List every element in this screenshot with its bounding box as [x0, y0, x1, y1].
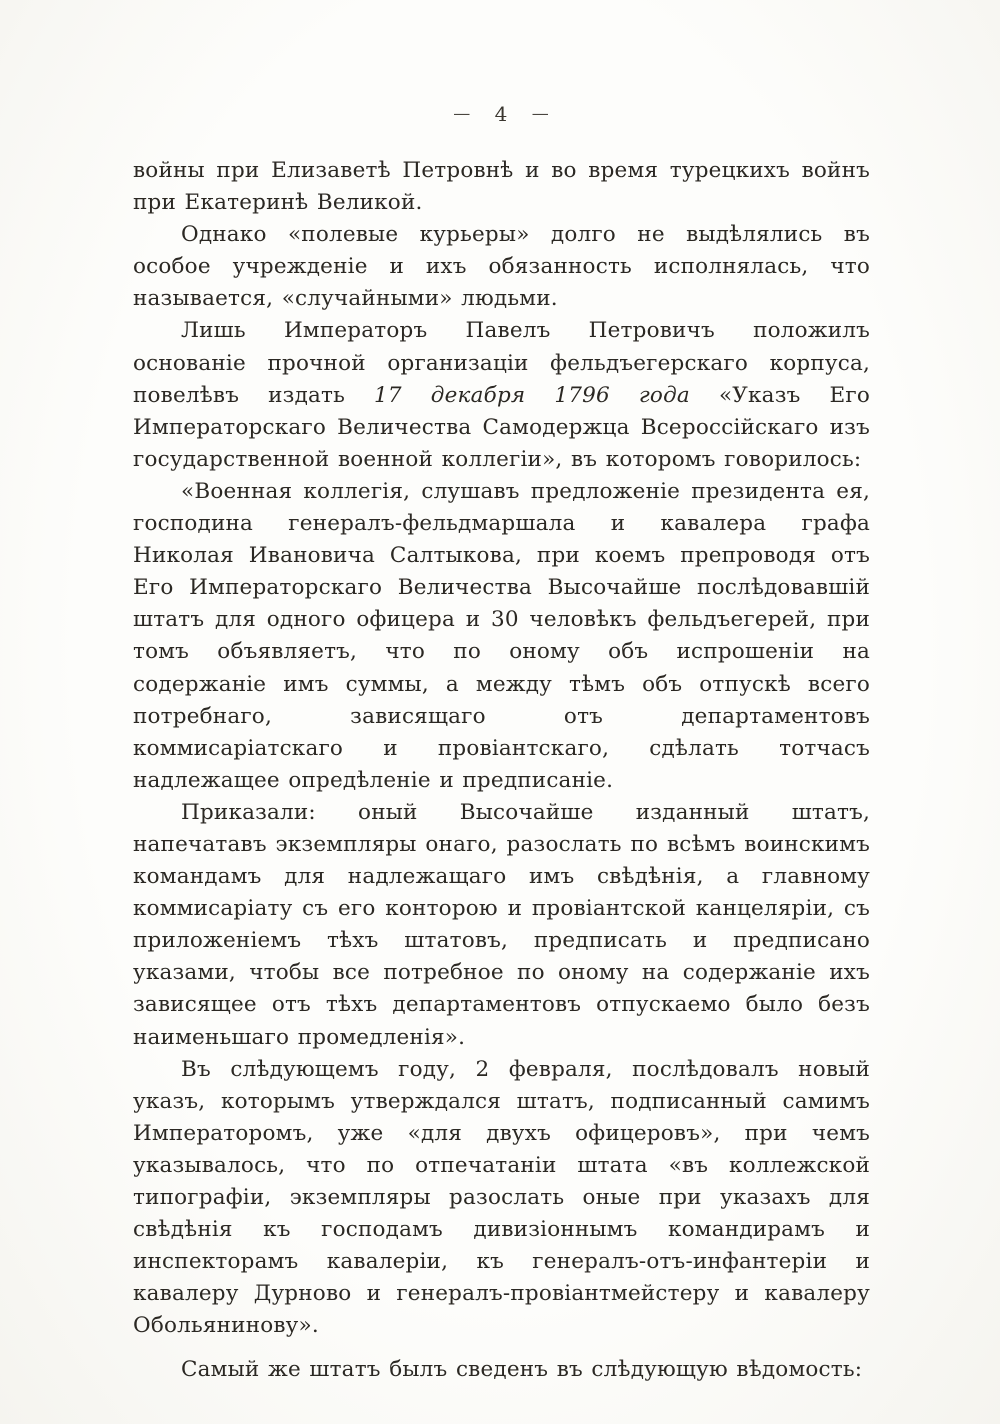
page-number-dash-left: — — [453, 104, 472, 124]
page-number-value: 4 — [494, 102, 509, 126]
text-block — [133, 155, 870, 1387]
paragraph — [133, 1354, 870, 1386]
paragraph — [133, 797, 870, 1054]
paragraph — [133, 315, 870, 475]
text-segment: Лишь Императоръ Павелъ Петровичъ положилъ основаніе прочной организаціи фельдъегерскаго корпуса, повелѣвъ издать — [133, 318, 870, 408]
text-segment: Самый же штатъ былъ сведенъ въ слѣдующую вѣдомость: — [181, 1357, 863, 1383]
text-segment: Въ слѣдующемъ году, 2 февраля, послѣдовалъ новый указъ, которымъ утверждался штатъ, подписанный самимъ Императоромъ, уже «для двухъ офицеровъ», при чемъ указывалось, что по отпечатаніи штата «въ коллежской типографіи, экземпляры разослать оные при указахъ для свѣдѣнія къ господамъ дивизіоннымъ командирамъ и инспекторамъ кавалеріи, къ генералъ-отъ-инфантеріи и кавалеру Дурново и генералъ-провіантмейстеру и кавалеру Обольянинову». — [133, 1056, 870, 1339]
page-number — [133, 102, 870, 126]
text-segment: войны при Елизаветѣ Петровнѣ и во время турецкихъ войнъ при Екатеринѣ Великой. — [133, 158, 870, 216]
paragraph — [133, 476, 870, 797]
text-segment: Однако «полевые курьеры» долго не выдѣлялись въ особое учрежденіе и ихъ обязанность исполнялась, что называется, «случайными» людьми. — [133, 222, 870, 312]
text-segment: «Указъ Его Императорскаго Величества Самодержца Всероссійскаго изъ государственной военной коллегіи», въ которомъ говорилось: — [133, 382, 871, 472]
paragraph — [133, 155, 870, 219]
text-segment: Приказали: оный Высочайше изданный штатъ, напечатавъ экземпляры онаго, разослать по всѣмъ воинскимъ командамъ для надлежащаго имъ свѣдѣнія, а главному коммисаріату съ его конторою и провіантской канцеляріи, съ приложеніемъ тѣхъ штатовъ, предписать и предписано указами, чтобы все потребное по оному на содержаніе ихъ зависящее отъ тѣхъ департаментовъ отпускаемо было безъ наименьшаго промедленія». — [133, 799, 870, 1050]
page-number-dash-right: — — [531, 104, 550, 124]
text-segment: «Военная коллегія, слушавъ предложеніе президента ея, господина генералъ-фельдмаршала и кавалера графа Николая Ивановича Салтыкова, при коемъ препроводя отъ Его Императорскаго Величества Высочайше послѣдовавшій штатъ для одного офицера и 30 человѣкъ фельдъегерей, при томъ объявляетъ, что по оному объ испрошеніи на содержаніе имъ суммы, а между тѣмъ объ отпускѣ всего потребнаго, зависящаго отъ департаментовъ коммисаріатскаго и провіантскаго, сдѣлать тотчасъ надлежащее опредѣленіе и предписаніе. — [133, 478, 870, 793]
text-segment-italic: 17 декабря 1796 года — [374, 382, 690, 408]
paragraph — [133, 219, 870, 315]
paragraph — [133, 1054, 870, 1343]
